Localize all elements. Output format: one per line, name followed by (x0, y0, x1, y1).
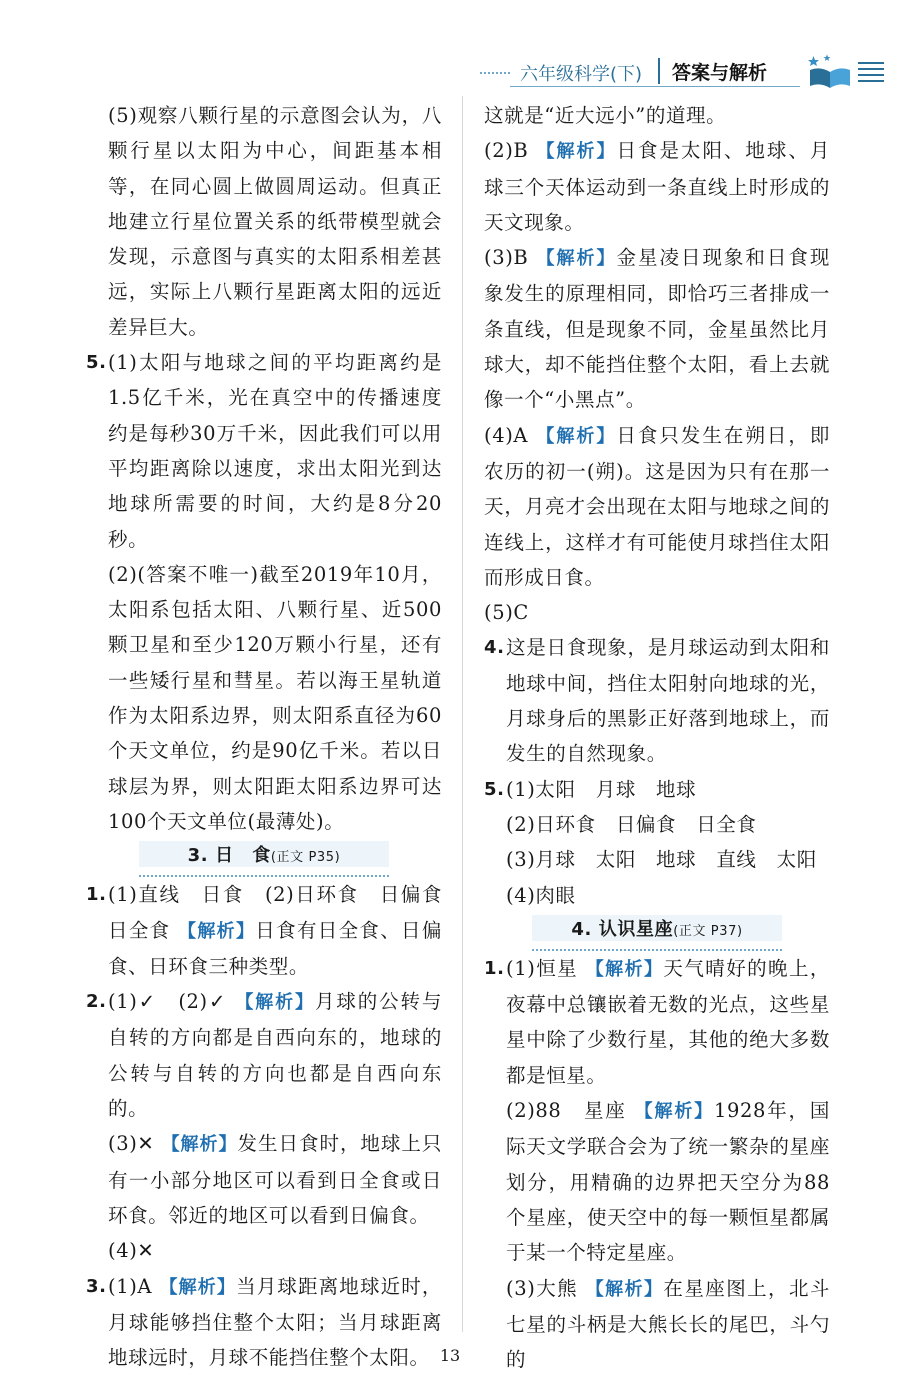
header-lines (858, 62, 884, 84)
answer-paragraph: (5)C (484, 601, 529, 625)
question-5 (484, 772, 830, 913)
analysis-tag: 【解析】 (161, 1134, 238, 1156)
book-logo-icon (806, 54, 854, 90)
answer-text: (1)A (108, 1274, 153, 1298)
header-section: 答案与解析 (672, 62, 768, 84)
answer-paragraph: (4)肉眼 (506, 883, 576, 907)
analysis-tag: 【解析】 (235, 992, 315, 1014)
answer-paragraph: (5)观察八颗行星的示意图会认为，八颗行星以太阳为中心，间距基本相等，在同心圆上做圆周运动。但真正地建立行星位置关系的纸带模型就会发现，示意图与真实的太阳系相差甚远，实际上八颗行星距离太阳的远近差异巨大。 (108, 104, 442, 339)
analysis-tag: 【解析】 (634, 1101, 714, 1123)
analysis-text: 发生日食时，地球上只有一小部分地区可以看到日全食或日环食。邻近的地区可以看到日偏食。 (108, 1132, 442, 1227)
answer-text: (2)B (484, 139, 529, 163)
section-ref: (正文 P35) (270, 850, 341, 866)
analysis-text: 1928年，国际天文学联合会为了统一繁杂的星座划分，用精确的边界把天空分为88个星座，使天空中的每一颗恒星都属于某一个特定星座。 (506, 1099, 830, 1265)
analysis-text: 日食是太阳、地球、月球三个天体运动到一条直线上时形成的天文现象。 (484, 139, 830, 234)
answer-text: (1)直线 日食 (2)日环食 日偏食 日全食 (108, 883, 463, 942)
analysis-tag: 【解析】 (585, 958, 664, 980)
answer-paragraph: (2)(答案不唯一)截至2019年10月，太阳系包括太阳、八颗行星、近500颗卫星和至少120万颗小行星，还有一些矮行星和彗星。若以海王星轨道作为太阳系边界，则太阳系直径为60个天文单位，约是90亿千米。若以日球层为界，则太阳距太阳系边界可达100个天文单位(最薄处)。 (108, 562, 442, 833)
answer-paragraph: (3)月球 太阳 地球 直线 太阳 (506, 848, 817, 872)
header-dots (480, 72, 510, 82)
header-separator (658, 58, 660, 84)
question-number: 5. (484, 778, 505, 800)
question-number: 1. (86, 884, 107, 906)
answer-paragraph (108, 1126, 442, 1233)
question-4 (484, 630, 830, 771)
section-heading-4 (484, 913, 830, 951)
answer-paragraph: (1)太阳 月球 地球 (506, 777, 697, 801)
analysis-text: 月球的公转与自转的方向都是自西向东的，地球的公转与自转的方向也都是自西向东的。 (108, 990, 442, 1121)
analysis-text: 金星凌日现象和日食现象发生的原理相同，即恰巧三者排成一条直线，但是现象不同，金星虽然比月球大，却不能挡住整个太阳，看上去就像一个“小黑点”。 (484, 246, 830, 412)
answer-paragraph: (2)日环食 日偏食 日全食 (506, 812, 757, 836)
question-number: 1. (484, 957, 505, 979)
page-header (480, 52, 880, 96)
question-1 (484, 951, 830, 1378)
section-heading-3 (86, 839, 442, 877)
analysis-tag: 【解析】 (585, 1278, 664, 1300)
analysis-text: 在星座图上，北斗七星的斗柄是大熊长长的尾巴，斗勺的 (506, 1276, 830, 1372)
answer-paragraph (506, 1093, 830, 1270)
answer-paragraph (506, 951, 830, 1093)
answer-paragraph (108, 984, 442, 1126)
right-column (484, 98, 830, 1377)
analysis-tag: 【解析】 (536, 425, 617, 447)
answer-paragraph (484, 240, 830, 417)
answer-paragraph: (4)✕ (108, 1239, 155, 1263)
answer-text: (2)88 星座 (506, 1099, 627, 1123)
analysis-tag: 【解析】 (536, 248, 617, 270)
question-5 (86, 345, 442, 839)
analysis-text: 天气晴好的晚上，夜幕中总镶嵌着无数的光点，这些星星中除了少数行星，其他的绝大多数都是恒星。 (506, 956, 830, 1087)
analysis-text: 日食只发生在朔日，即农历的初一(朔)。这是因为只有在那一天，月亮才会出现在太阳与地球之间的连线上，这样才有可能使月球挡住太阳而形成日食。 (484, 423, 830, 589)
answer-text: (4)A (484, 423, 529, 447)
answer-paragraph: 这是日食现象，是月球运动到太阳和地球中间，挡住太阳射向地球的光，月球身后的黑影正好落到地球上，而发生的自然现象。 (506, 636, 830, 766)
answer-text: (1)恒星 (506, 956, 579, 980)
answer-paragraph (108, 877, 463, 984)
column-divider (462, 96, 463, 1332)
page-number: 13 (439, 1346, 461, 1365)
analysis-tag: 【解析】 (178, 920, 256, 942)
answer-text: (3)大熊 (506, 1276, 579, 1300)
answer-paragraph (484, 133, 830, 240)
section-title: 4. 认识星座 (571, 918, 674, 940)
analysis-text: 日食有日全食、日偏食、日环食三种类型。 (108, 918, 442, 978)
question-1 (86, 877, 463, 984)
analysis-text: 当月球距离地球近时，月球能够挡住整个太阳；当月球距离地球远时，月球不能挡住整个太阳。 (108, 1274, 442, 1370)
answer-text: (3)✕ (108, 1132, 155, 1156)
answer-paragraph: (1)太阳与地球之间的平均距离约是1.5亿千米，光在真空中的传播速度约是每秒30万千米，因此我们可以用平均距离除以速度，求出太阳光到达地球所需要的时间，大约是8分20秒。 (108, 351, 442, 551)
answer-text: (3)B (484, 246, 529, 270)
analysis-tag: 【解析】 (159, 1276, 237, 1298)
answer-paragraph: 这就是“近大远小”的道理。 (484, 104, 727, 127)
question-number: 3. (86, 1275, 107, 1297)
answer-text: (1)✓ (2)✓ (108, 990, 228, 1014)
header-underline (510, 86, 800, 87)
question-2 (86, 984, 442, 1268)
section-title: 3. 日 食 (187, 845, 271, 867)
answer-paragraph (484, 418, 830, 595)
analysis-tag: 【解析】 (536, 141, 617, 163)
header-subject: 六年级科学(下) (520, 64, 643, 85)
question-number: 2. (86, 991, 107, 1013)
question-number: 4. (484, 637, 505, 659)
question-number: 5. (86, 352, 107, 374)
section-ref: (正文 P37) (673, 923, 743, 939)
